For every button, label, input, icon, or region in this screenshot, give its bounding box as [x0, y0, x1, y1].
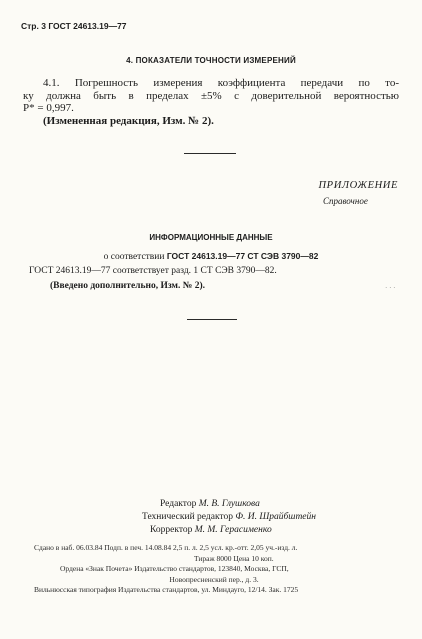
- tech-editor-line: [142, 511, 316, 524]
- page-number: Стр. 3: [21, 21, 46, 31]
- correspondence-text: ГОСТ 24613.19—77 соответствует разд. 1 СТ СЭВ 3790—82.: [29, 266, 277, 276]
- editor-line: [160, 498, 316, 511]
- imprint-line-3: Ордена «Знак Почета» Издательство стандартов, 123840, Москва, ГСП,: [60, 564, 289, 573]
- corrector-name: М. М. Герасименко: [194, 525, 272, 535]
- imprint-line-5: Вильнюсская типография Издательства стандартов, ул. Миндауго, 12/14. Зак. 1725: [34, 585, 299, 594]
- imprint-line-2: Тираж 8000 Цена 10 коп.: [194, 553, 274, 563]
- section-title: 4. ПОКАЗАТЕЛИ ТОЧНОСТИ ИЗМЕРЕНИЙ: [126, 56, 296, 65]
- paragraph-line-1: 4.1. Погрешность измерения коэффициента передачи по то-: [43, 77, 399, 89]
- credits-block: [142, 498, 316, 537]
- tech-editor-label: Технический редактор: [142, 512, 233, 522]
- appendix-title: ПРИЛОЖЕНИЕ: [318, 180, 398, 191]
- corrector-label: Корректор: [150, 525, 193, 535]
- paragraph-line-3: P* = 0,997.: [23, 102, 74, 114]
- page-header: [21, 21, 127, 31]
- correspondence-line: [0, 251, 422, 262]
- paragraph-line-2: ку должна быть в пределах ±5% с доверительной вероятностью: [23, 89, 399, 102]
- correspondence-prefix: о соответствии: [103, 252, 165, 262]
- divider-rule-2: [187, 319, 237, 320]
- imprint-block: [34, 543, 394, 596]
- corrector-line: [150, 524, 316, 537]
- divider-rule: [184, 153, 236, 154]
- editor-name: М. В. Глушкова: [198, 499, 260, 509]
- amendment-note: (Измененная редакция, Изм. № 2).: [43, 115, 214, 127]
- accuracy-paragraph: [23, 77, 399, 115]
- correspondence-standards: ГОСТ 24613.19—77 СТ СЭВ 3790—82: [166, 251, 319, 261]
- introduced-note: (Введено дополнительно, Изм. № 2).: [50, 281, 205, 291]
- imprint-line-4: Новопресненский пер., д. 3.: [169, 574, 259, 584]
- info-title: ИНФОРМАЦИОННЫЕ ДАННЫЕ: [149, 233, 273, 242]
- tech-editor-name: Ф. И. Шрайбштейн: [235, 512, 316, 522]
- editor-label: Редактор: [160, 499, 197, 509]
- appendix-subtitle: Справочное: [323, 196, 368, 206]
- print-speck: · · ·: [385, 284, 396, 292]
- standard-code: ГОСТ 24613.19—77: [48, 21, 127, 31]
- imprint-line-1: Сдано в наб. 06.03.84 Подп. в печ. 14.08.84 2,5 п. л. 2,5 усл. кр.-отт. 2,05 уч.-изд. л.: [34, 543, 298, 552]
